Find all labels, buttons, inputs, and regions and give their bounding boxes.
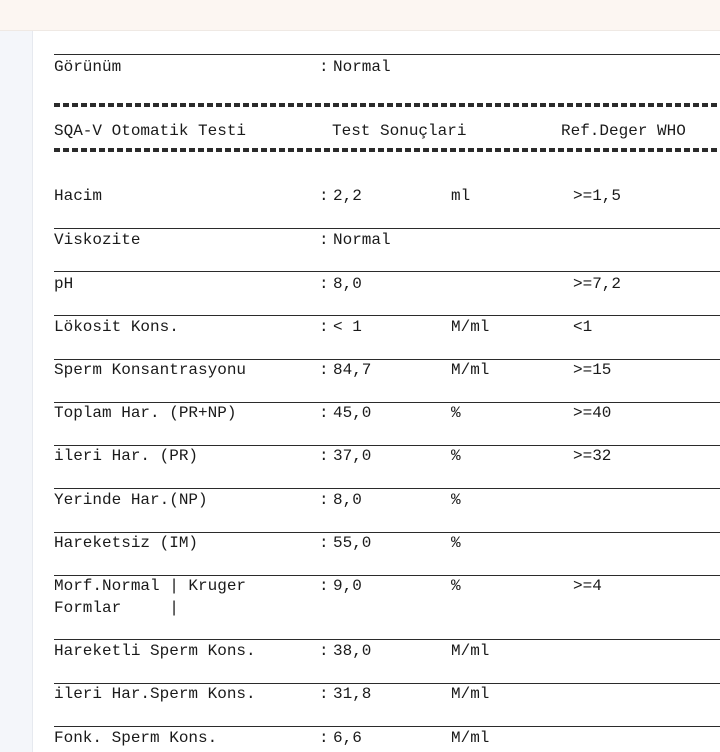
row-reference: >=4 [573, 577, 602, 595]
top-toolbar [0, 0, 720, 31]
row-label: Toplam Har. (PR+NP) [54, 404, 237, 422]
header-test-name: SQA-V Otomatik Testi [54, 122, 247, 140]
row-unit: % [451, 447, 461, 465]
row-label-continued: Formlar | [54, 599, 179, 617]
row-value: 6,6 [333, 729, 362, 747]
row-colon: : [319, 729, 329, 747]
row-unit: M/ml [451, 685, 490, 703]
row-label: Viskozite [54, 231, 141, 249]
page-margin [0, 31, 32, 752]
row-label: Sperm Konsantrasyonu [54, 361, 247, 379]
row-reference: >=1,5 [573, 187, 622, 205]
row-value: 8,0 [333, 491, 362, 509]
row-value: 84,7 [333, 361, 372, 379]
row-separator [54, 228, 720, 229]
appearance-colon: : [319, 58, 329, 76]
row-colon: : [319, 361, 329, 379]
row-colon: : [319, 685, 329, 703]
row-label: Morf.Normal | Kruger [54, 577, 247, 595]
row-value: Normal [333, 231, 391, 249]
row-separator [54, 726, 720, 727]
row-colon: : [319, 534, 329, 552]
report-document [54, 31, 720, 752]
row-label: ileri Har. (PR) [54, 447, 199, 465]
row-unit: M/ml [451, 642, 490, 660]
row-unit: % [451, 491, 461, 509]
row-label: ileri Har.Sperm Kons. [54, 685, 256, 703]
row-colon: : [319, 187, 329, 205]
row-unit: M/ml [451, 361, 490, 379]
row-reference: >=15 [573, 361, 612, 379]
row-value: 31,8 [333, 685, 372, 703]
row-unit: % [451, 534, 461, 552]
row-colon: : [319, 231, 329, 249]
row-label: Hacim [54, 187, 103, 205]
row-unit: M/ml [451, 318, 490, 336]
row-colon: : [319, 318, 329, 336]
row-value: 55,0 [333, 534, 372, 552]
row-unit: % [451, 404, 461, 422]
row-value: 38,0 [333, 642, 372, 660]
row-reference: >=32 [573, 447, 612, 465]
row-label: Hareketsiz (IM) [54, 534, 199, 552]
row-colon: : [319, 642, 329, 660]
row-unit: % [451, 577, 461, 595]
row-colon: : [319, 275, 329, 293]
double-separator [54, 103, 720, 107]
header-results: Test Sonuçlari [332, 122, 467, 140]
row-value: 37,0 [333, 447, 372, 465]
row-unit: ml [451, 187, 471, 205]
row-colon: : [319, 447, 329, 465]
row-colon: : [319, 491, 329, 509]
row-colon: : [319, 577, 329, 595]
row-label: Lökosit Kons. [54, 318, 179, 336]
appearance-value: Normal [333, 58, 391, 76]
page-margin-divider [32, 31, 33, 752]
row-label: Fonk. Sperm Kons. [54, 729, 218, 747]
row-separator [54, 315, 720, 316]
row-reference: <1 [573, 318, 593, 336]
row-separator [54, 639, 720, 640]
row-label: Hareketli Sperm Kons. [54, 642, 256, 660]
separator-line [54, 54, 720, 55]
row-reference: >=40 [573, 404, 612, 422]
row-separator [54, 271, 720, 272]
row-unit: M/ml [451, 729, 490, 747]
double-separator [54, 148, 720, 152]
row-value: 8,0 [333, 275, 362, 293]
row-value: 2,2 [333, 187, 362, 205]
row-label: pH [54, 275, 74, 293]
header-reference: Ref.Deger WHO [561, 122, 686, 140]
row-colon: : [319, 404, 329, 422]
row-separator [54, 488, 720, 489]
row-value: < 1 [333, 318, 362, 336]
appearance-label: Görünüm [54, 58, 122, 76]
row-value: 45,0 [333, 404, 372, 422]
row-value: 9,0 [333, 577, 362, 595]
row-reference: >=7,2 [573, 275, 622, 293]
row-label: Yerinde Har.(NP) [54, 491, 208, 509]
